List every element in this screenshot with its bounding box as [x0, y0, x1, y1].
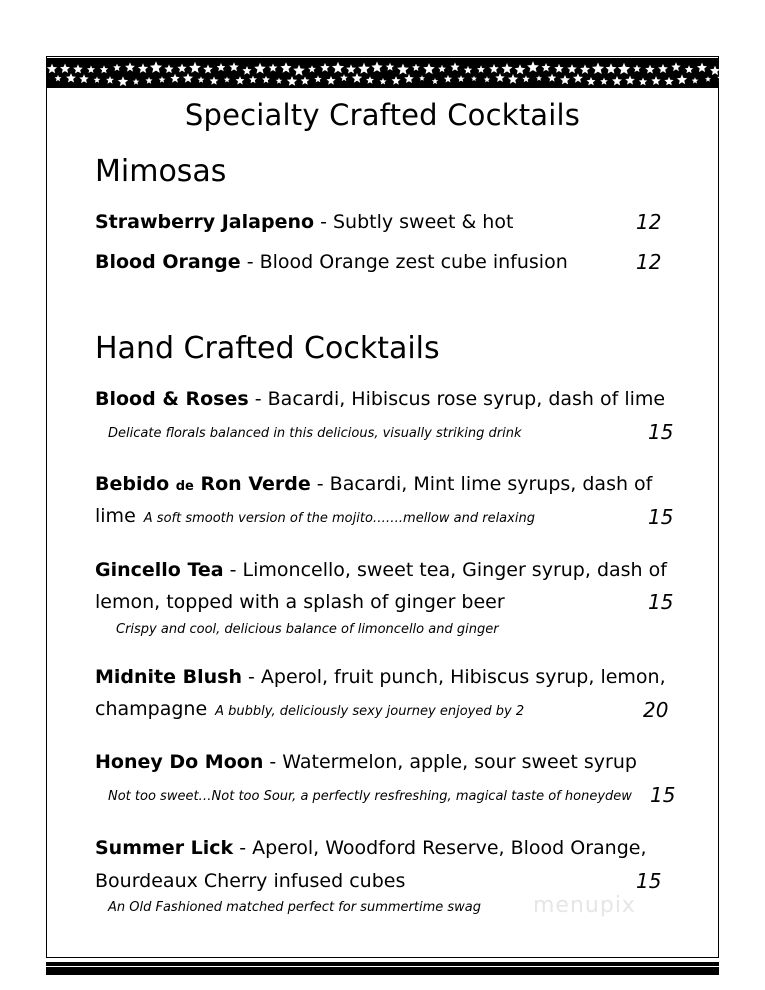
star-icon	[438, 65, 446, 73]
item-description-cont: champagne	[95, 698, 208, 720]
item-description: - Subtly sweet & hot	[314, 211, 514, 233]
star-icon	[332, 62, 344, 73]
star-icon	[484, 76, 490, 82]
item-note: Not too sweet…Not too Sour, a perfectly resfreshing, magical taste of honeydew	[108, 789, 632, 804]
menu-item-honey-do-moon	[95, 751, 637, 773]
star-icon	[79, 74, 88, 83]
star-icon	[380, 78, 387, 85]
item-name: Honey Do Moon	[95, 751, 264, 773]
star-icon	[118, 76, 128, 86]
item-description: - Aperol, Woodford Reserve, Blood Orange,	[233, 837, 647, 859]
menu-item-summer-lick	[95, 837, 647, 859]
star-icon	[705, 76, 711, 82]
star-icon	[87, 65, 95, 73]
star-icon	[501, 63, 512, 74]
item-name: Bebido de Ron Verde	[95, 473, 311, 495]
item-price: 12	[636, 210, 662, 234]
star-icon	[371, 62, 382, 73]
star-icon	[522, 75, 529, 82]
star-icon	[308, 65, 316, 72]
cocktails-heading: Hand Crafted Cocktails	[95, 331, 440, 366]
star-icon	[542, 63, 551, 72]
menu-item-strawberry-jalapeno	[95, 211, 513, 233]
item-name: Blood & Roses	[95, 388, 249, 410]
mimosas-heading: Mimosas	[95, 154, 227, 189]
menu-item-line2	[95, 870, 405, 892]
menu-item-line2	[95, 698, 524, 720]
star-icon	[150, 61, 162, 73]
star-icon	[386, 63, 394, 71]
star-icon	[55, 75, 62, 82]
item-description: - Watermelon, apple, sour sweet syrup	[263, 751, 637, 773]
star-icon	[444, 75, 452, 83]
item-name: Summer Lick	[95, 837, 234, 859]
star-icon	[639, 78, 647, 86]
item-name: Blood Orange	[95, 251, 241, 273]
star-icon	[651, 76, 660, 85]
star-icon	[210, 76, 219, 84]
star-icon	[170, 74, 179, 83]
star-border	[46, 58, 719, 88]
star-icon	[73, 64, 83, 73]
star-icon	[606, 63, 617, 73]
star-icon	[685, 65, 693, 73]
star-icon	[567, 64, 577, 73]
star-pattern-icon	[46, 58, 719, 88]
star-icon	[573, 73, 583, 83]
item-name: Strawberry Jalapeno	[95, 211, 315, 233]
menu-item-line2	[95, 505, 535, 527]
star-icon	[280, 62, 291, 73]
item-description: - Limoncello, sweet tea, Ginger syrup, dash of	[223, 559, 667, 581]
star-icon	[100, 65, 108, 73]
star-icon	[548, 74, 557, 82]
star-icon	[177, 64, 186, 73]
star-icon	[146, 77, 153, 84]
menu-item-line2	[95, 591, 505, 613]
star-icon	[113, 64, 121, 71]
menu-item-bebido-de-ron-verde	[95, 473, 652, 495]
star-icon	[66, 73, 76, 82]
star-icon	[677, 74, 687, 84]
star-icon	[293, 65, 305, 76]
star-icon	[358, 63, 370, 74]
star-icon	[138, 63, 148, 73]
star-icon	[495, 73, 504, 82]
item-description-cont: Bourdeaux Cherry infused cubes	[95, 870, 406, 892]
item-description: - Blood Orange zest cube infusion	[240, 251, 568, 273]
star-icon	[645, 65, 654, 74]
star-icon	[671, 62, 680, 71]
star-icon	[508, 74, 518, 84]
star-icon	[450, 62, 459, 71]
star-icon	[60, 64, 70, 74]
star-icon	[183, 73, 193, 83]
item-price: 20	[643, 698, 669, 722]
star-icon	[664, 77, 673, 86]
item-note: Crispy and cool, delicious balance of limoncello and ginger	[116, 622, 499, 637]
star-icon	[625, 76, 635, 85]
star-icon	[236, 76, 245, 84]
star-icon	[314, 75, 321, 82]
star-icon	[198, 76, 205, 83]
star-icon	[94, 76, 101, 83]
item-description-cont: lime	[95, 505, 136, 527]
star-icon	[580, 64, 590, 74]
star-icon	[592, 62, 604, 74]
star-icon	[477, 65, 485, 73]
star-icon	[536, 75, 542, 81]
star-icon	[658, 64, 668, 73]
star-icon	[717, 74, 719, 81]
star-icon	[527, 61, 539, 72]
item-price: 15	[650, 783, 676, 807]
menu-item-gincello-tea	[95, 559, 667, 581]
star-icon	[489, 64, 499, 73]
star-icon	[618, 63, 630, 75]
star-icon	[189, 62, 201, 73]
star-icon	[515, 64, 526, 74]
star-icon	[554, 64, 563, 73]
star-icon	[697, 63, 707, 73]
star-icon	[404, 74, 414, 83]
star-icon	[133, 78, 140, 84]
item-name: Midnite Blush	[95, 666, 242, 688]
item-price: 15	[636, 869, 662, 893]
item-price: 15	[648, 590, 674, 614]
menu-item-midnite-blush	[95, 666, 666, 688]
star-icon	[587, 77, 596, 86]
star-icon	[692, 77, 699, 83]
star-icon	[412, 64, 420, 71]
item-note: Delicate florals balanced in this delicious, visually striking drink	[108, 426, 522, 441]
star-icon	[106, 76, 114, 84]
star-icon	[397, 64, 409, 75]
item-name: Gincello Tea	[95, 559, 224, 581]
star-icon	[326, 76, 335, 85]
star-icon	[242, 66, 251, 75]
star-icon	[340, 74, 347, 81]
item-description: - Aperol, fruit punch, Hibiscus syrup, lemon,	[242, 666, 666, 688]
item-price: 12	[636, 250, 662, 274]
bottom-border	[46, 962, 719, 975]
star-icon	[125, 62, 135, 71]
star-icon	[217, 63, 226, 71]
star-icon	[229, 62, 239, 71]
star-icon	[457, 75, 464, 82]
star-icon	[287, 76, 297, 86]
item-note: A bubbly, deliciously sexy journey enjoyed by 2	[215, 704, 525, 719]
star-icon	[633, 65, 641, 73]
star-icon	[432, 78, 438, 84]
watermark: menupix	[533, 893, 636, 918]
star-icon	[269, 64, 278, 72]
item-note: An Old Fashioned matched perfect for summertime swag	[108, 900, 481, 915]
star-icon	[254, 63, 266, 74]
page-title: Specialty Crafted Cocktails	[184, 98, 581, 132]
star-icon	[249, 76, 257, 84]
star-icon	[600, 78, 608, 85]
star-icon	[164, 64, 173, 73]
star-icon	[419, 75, 425, 81]
star-icon	[612, 76, 622, 86]
item-description-cont: lemon, topped with a splash of ginger beer	[95, 591, 505, 613]
star-icon	[366, 76, 374, 84]
star-icon	[392, 76, 401, 85]
star-icon	[47, 64, 57, 74]
menu-item-blood-and-roses	[95, 388, 665, 410]
star-icon	[464, 66, 472, 74]
star-icon	[352, 73, 362, 83]
item-price: 15	[648, 420, 674, 444]
item-description: - Bacardi, Mint lime syrups, dash of	[310, 473, 653, 495]
star-icon	[301, 76, 310, 84]
menu-item-blood-orange	[95, 251, 568, 273]
star-icon	[423, 63, 435, 74]
item-description: - Bacardi, Hibiscus rose syrup, dash of lime	[248, 388, 666, 410]
star-icon	[159, 76, 166, 83]
star-icon	[262, 76, 270, 83]
star-icon	[203, 64, 213, 73]
star-icon	[560, 75, 570, 85]
star-icon	[320, 63, 329, 72]
star-icon	[276, 78, 282, 84]
star-icon	[710, 66, 719, 76]
star-icon	[346, 64, 356, 73]
item-price: 15	[648, 505, 674, 529]
item-note: A soft smooth version of the mojito…….mellow and relaxing	[143, 511, 535, 526]
star-icon	[471, 76, 477, 81]
star-icon	[224, 77, 230, 83]
